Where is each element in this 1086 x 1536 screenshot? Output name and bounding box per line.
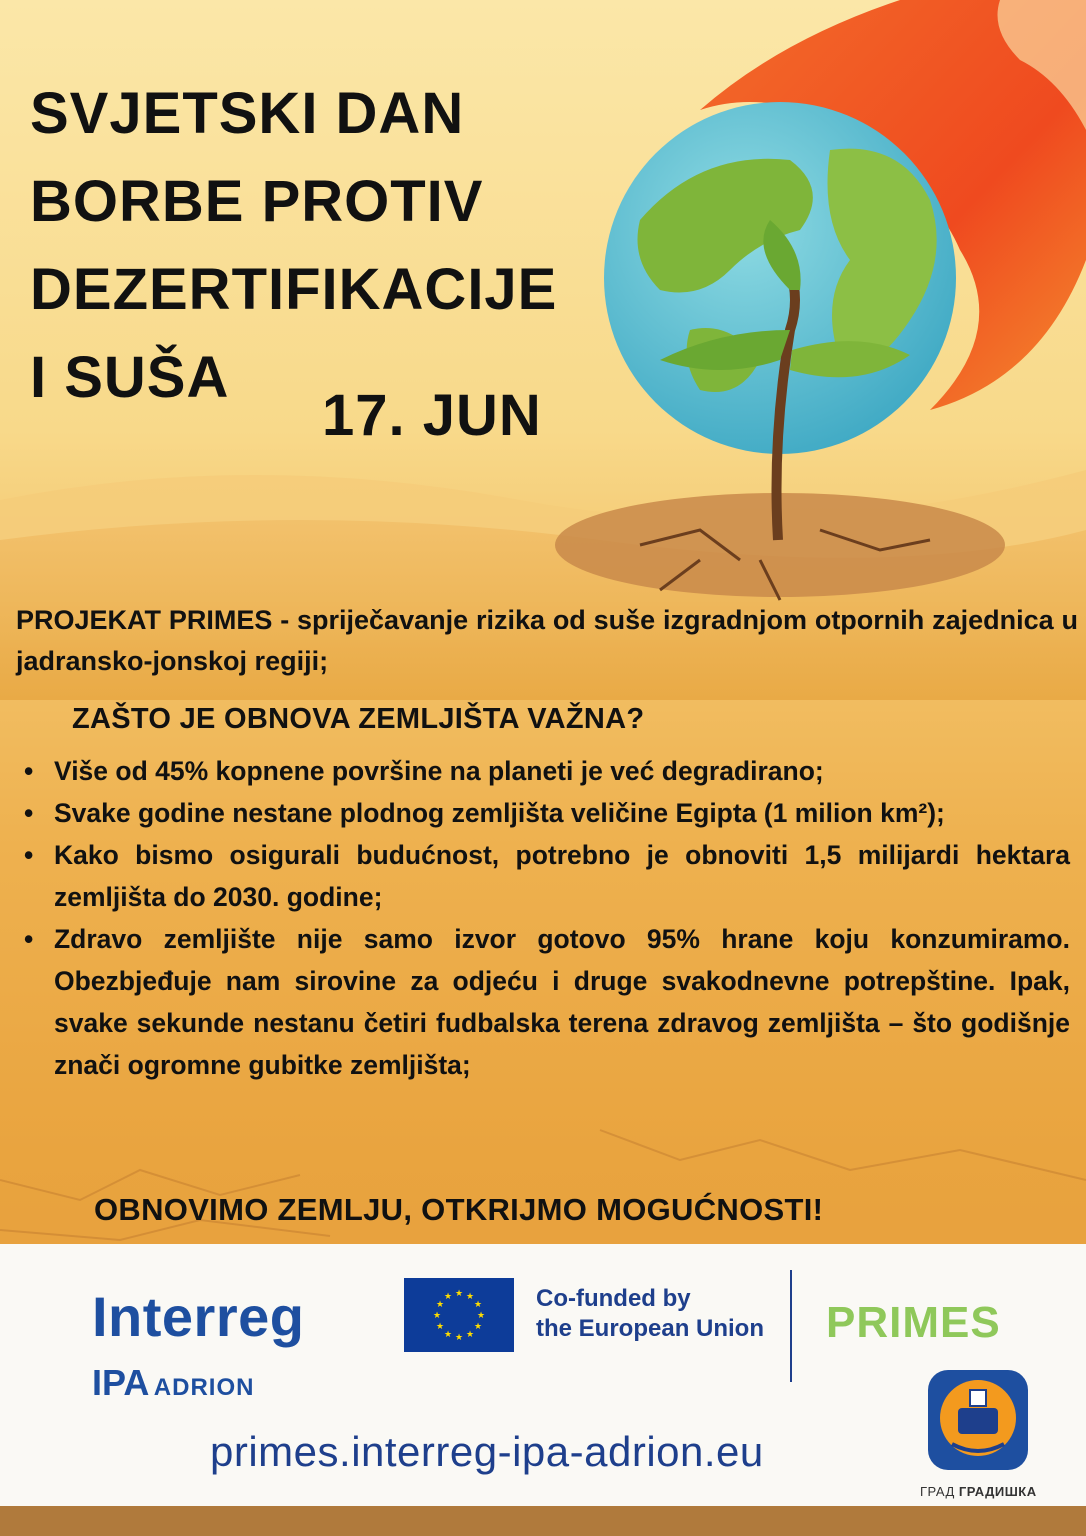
list-item xyxy=(22,834,1070,918)
bullet-list xyxy=(22,750,1070,1086)
title-line-4: I SUŠA xyxy=(30,345,230,410)
svg-text:★: ★ xyxy=(432,1311,442,1321)
bullet-marker: • xyxy=(24,756,34,786)
divider xyxy=(790,1270,792,1382)
list-item xyxy=(22,792,1070,834)
ipa-adrion-logo xyxy=(92,1362,254,1404)
interreg-logo: Interreg xyxy=(92,1285,305,1348)
svg-text:★: ★ xyxy=(443,1292,453,1302)
bullet-text: Svake godine nestane plodnog zemljišta veličine Egipta (1 milion km²); xyxy=(54,798,945,828)
city-prefix: ГРАД xyxy=(920,1484,955,1499)
svg-text:★: ★ xyxy=(454,1289,464,1299)
bullet-text: Kako bismo osigurali budućnost, potrebno je obnoviti 1,5 milijardi hektara zemljišta do 2030. godine; xyxy=(54,840,1070,912)
svg-text:★: ★ xyxy=(435,1322,445,1332)
city-label xyxy=(920,1484,1037,1499)
project-intro: PROJEKAT PRIMES - spriječavanje rizika od suše izgradnjom otpornih zajednica u jadransko-jonskoj regiji; xyxy=(16,605,1078,676)
svg-text:★: ★ xyxy=(473,1322,483,1332)
cofunded-label xyxy=(536,1284,764,1344)
bullet-marker: • xyxy=(24,798,34,828)
city-seal-icon xyxy=(926,1368,1030,1472)
list-item xyxy=(22,750,1070,792)
title-line-1: SVJETSKI DAN xyxy=(30,81,465,146)
primes-logo: PRIMES xyxy=(826,1298,1001,1347)
bullet-marker: • xyxy=(24,924,34,954)
page-title xyxy=(30,70,630,422)
slogan: OBNOVIMO ZEMLJU, OTKRIJMO MOGUĆNOSTI! xyxy=(94,1192,824,1227)
why-heading: ZAŠTO JE OBNOVA ZEMLJIŠTA VAŽNA? xyxy=(72,703,645,735)
svg-text:★: ★ xyxy=(465,1330,475,1340)
event-date: 17. JUN xyxy=(322,383,542,448)
svg-text:★: ★ xyxy=(476,1311,486,1321)
bullet-text: Zdravo zemljište nije samo izvor gotovo 95% hrane koju konzumiramo. Obezbjeđuje nam sirovine za odjeću i druge svakodnevne potrepštine. Ipak, svake sekunde nestanu četiri fudbalska terena zdravog zemljišta – što godišnje znači ogromne gubitke zemljišta; xyxy=(54,924,1070,1080)
bullet-marker: • xyxy=(24,840,34,870)
svg-text:★: ★ xyxy=(465,1292,475,1302)
adrion-text: ADRION xyxy=(153,1374,255,1401)
svg-text:★: ★ xyxy=(435,1300,445,1310)
bullet-text: Više od 45% kopnene površine na planeti je već degradirano; xyxy=(54,756,824,786)
list-item xyxy=(22,918,1070,1086)
city-name: ГРАДИШКА xyxy=(958,1484,1037,1499)
bottom-strip xyxy=(0,1506,1086,1536)
cofunded-line-2: the European Union xyxy=(536,1315,764,1342)
svg-text:★: ★ xyxy=(473,1300,483,1310)
title-line-2: BORBE PROTIV xyxy=(30,169,484,234)
cofunded-line-1: Co-funded by xyxy=(536,1285,691,1312)
svg-text:★: ★ xyxy=(454,1333,464,1343)
project-url[interactable]: primes.interreg-ipa-adrion.eu xyxy=(210,1428,764,1475)
svg-text:★: ★ xyxy=(443,1330,453,1340)
title-line-3: DEZERTIFIKACIJE xyxy=(30,257,558,322)
eu-flag-icon xyxy=(404,1278,514,1352)
sponsor-footer xyxy=(0,1244,1086,1506)
ipa-text: IPA xyxy=(92,1362,150,1403)
